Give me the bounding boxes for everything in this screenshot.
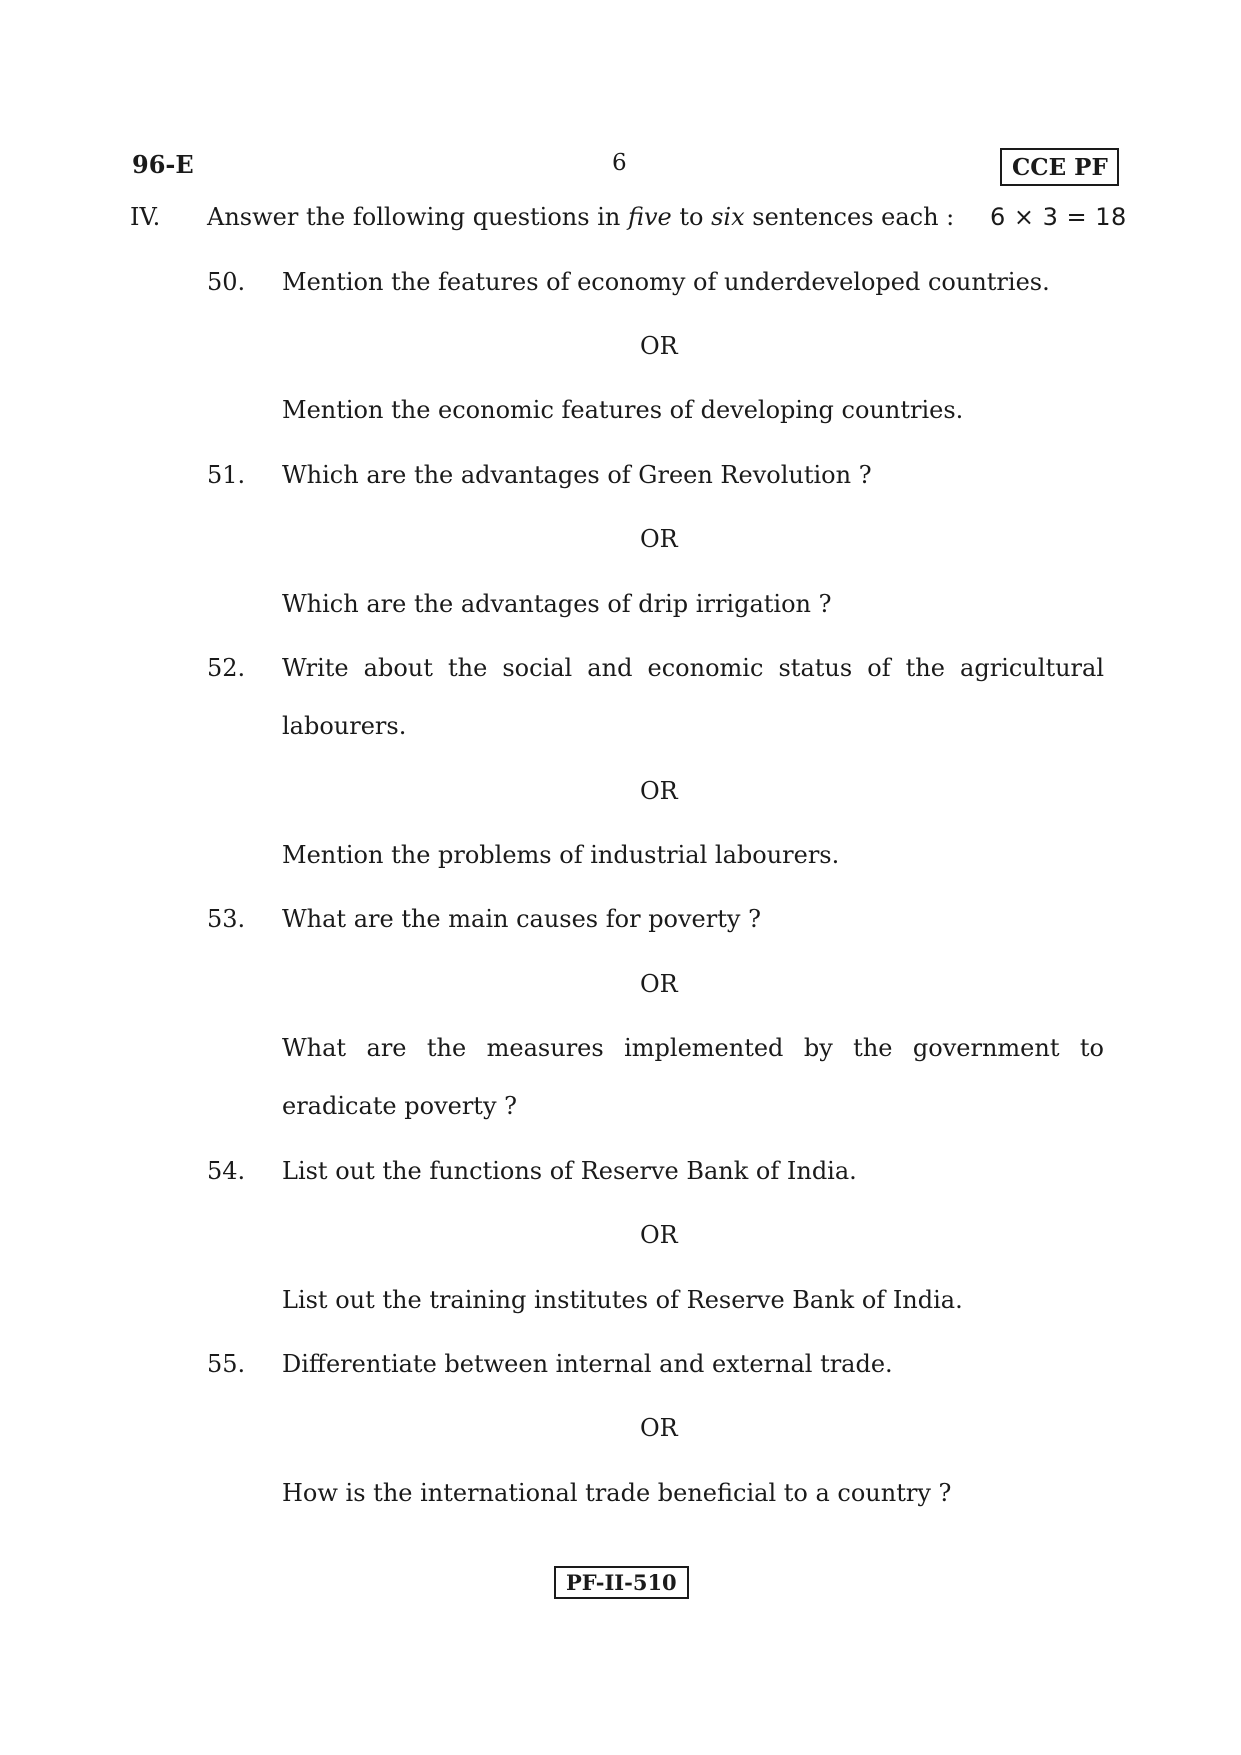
instruction-emphasis-six: six	[711, 203, 745, 231]
alternative-question-text: Which are the advantages of drip irrigation ?	[282, 590, 832, 618]
section-number: IV.	[130, 203, 161, 231]
section-instruction	[207, 203, 954, 231]
question-text: Which are the advantages of Green Revolution ?	[282, 461, 872, 489]
question-number: 54.	[207, 1157, 246, 1185]
alternative-question-text: List out the training institutes of Reserve Bank of India.	[282, 1286, 963, 1314]
question-text: What are the main causes for poverty ?	[282, 905, 761, 933]
alternative-question-text: Mention the economic features of developing countries.	[282, 396, 964, 424]
question-number: 51.	[207, 461, 246, 489]
or-separator: OR	[640, 332, 678, 360]
alternative-question-text: How is the international trade beneficial to a country ?	[282, 1479, 952, 1507]
or-separator: OR	[640, 1414, 678, 1442]
instruction-emphasis-five: five	[627, 203, 672, 231]
paper-code: 96-E	[132, 150, 194, 179]
instruction-pre: Answer the following questions in	[207, 203, 628, 231]
exam-code-box: CCE PF	[1000, 148, 1119, 186]
instruction-mid: to	[671, 203, 712, 231]
question-text: Differentiate between internal and external trade.	[282, 1350, 893, 1378]
or-separator: OR	[640, 1221, 678, 1249]
or-separator: OR	[640, 525, 678, 553]
question-number: 50.	[207, 268, 246, 296]
question-number: 52.	[207, 654, 246, 682]
question-number: 53.	[207, 905, 246, 933]
or-separator: OR	[640, 777, 678, 805]
section-marks: 6 × 3 = 18	[990, 203, 1127, 231]
page-number: 6	[612, 150, 627, 176]
question-number: 55.	[207, 1350, 246, 1378]
alternative-question-text-line2: eradicate poverty ?	[282, 1092, 517, 1120]
footer-code-box: PF-II-510	[554, 1566, 689, 1599]
alternative-question-text-line1: What are the measures implemented by the government to	[282, 1034, 1104, 1062]
alternative-question-text: Mention the problems of industrial labourers.	[282, 841, 840, 869]
instruction-post: sentences each :	[744, 203, 955, 231]
question-text-line2: labourers.	[282, 712, 407, 740]
question-text: Mention the features of economy of underdeveloped countries.	[282, 268, 1050, 296]
question-text-line1: Write about the social and economic status of the agricultural	[282, 654, 1104, 682]
question-text: List out the functions of Reserve Bank of India.	[282, 1157, 857, 1185]
or-separator: OR	[640, 970, 678, 998]
